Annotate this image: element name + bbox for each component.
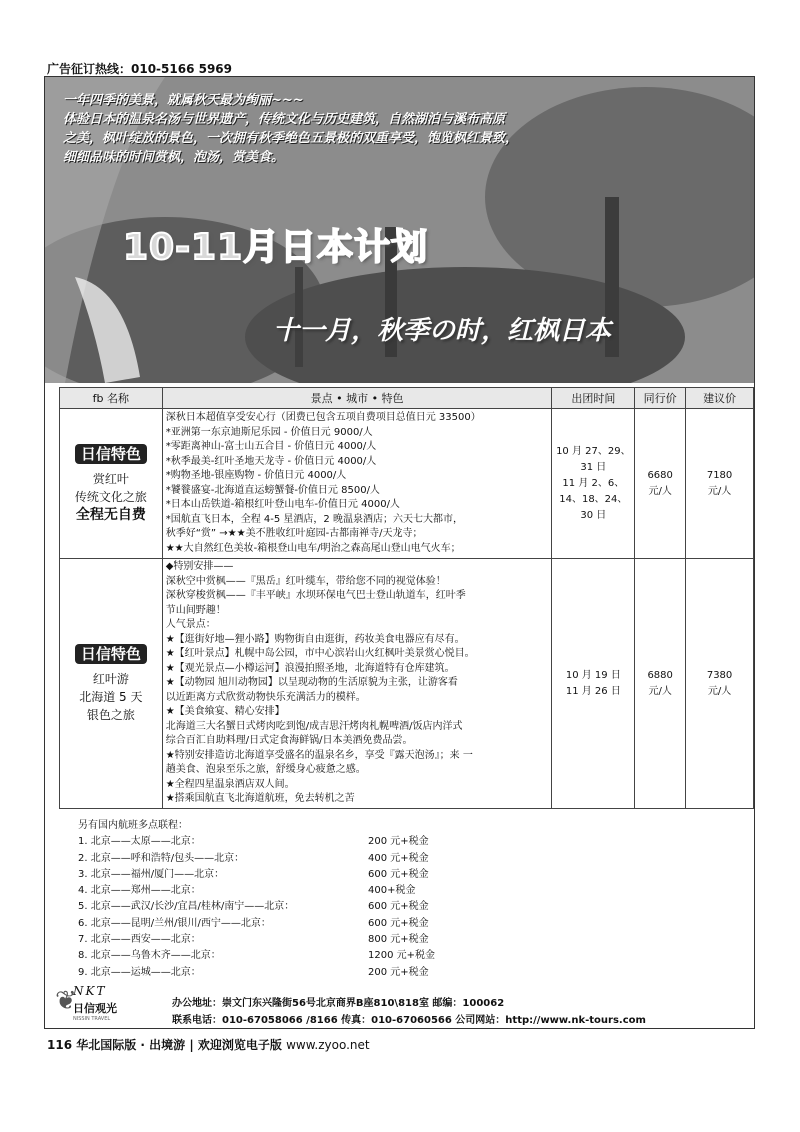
feature-line: *国航直飞日本，全程 4-5 星酒店，2 晚温泉酒店；六天七大都市， bbox=[165, 513, 463, 525]
list-item: 3. 北京——福州/厦门——北京： 600 元+税金 bbox=[78, 868, 429, 880]
feature-line: *零距离神山-富士山五合目 - 价值日元 4000/人 bbox=[165, 441, 377, 452]
feature-line: ★【美食飨宴、精心安排】 bbox=[165, 706, 285, 718]
tour-name-line: 红叶游 bbox=[92, 671, 129, 686]
feature-line: ◆特别安排—— bbox=[165, 561, 234, 573]
tour-name-line: 传统文化之旅 bbox=[74, 489, 147, 504]
table-row bbox=[60, 409, 754, 559]
header-features: 景点 • 城市 • 特色 bbox=[162, 388, 552, 409]
site-link[interactable]: www.zyoo.net bbox=[286, 1038, 370, 1052]
features-cell bbox=[162, 409, 552, 559]
features-cell bbox=[162, 559, 552, 809]
list-item: 2. 北京——呼和浩特/包头——北京： 400 元+税金 bbox=[78, 852, 429, 864]
feature-line: ★特别安排造访北海道享受盛名的温泉名乡，享受『露天泡汤』；来 一 bbox=[165, 749, 473, 761]
banner-title: 10-11月日本计划 bbox=[123, 227, 429, 268]
feature-badge: 日信特色 bbox=[75, 444, 147, 464]
peer-price-cell: 6680 元/人 bbox=[635, 409, 686, 559]
company-address: 办公地址：崇文门东兴隆街56号北京商界B座810\818室 邮编：100062 bbox=[172, 998, 505, 1009]
feature-line: 以近距离方式欣赏动物快乐充满活力的模样。 bbox=[165, 691, 366, 703]
feature-line: 综合百汇自助料理/日式定食海鲜锅/日本美酒免费品尝。 bbox=[165, 735, 413, 747]
list-item: 8. 北京——乌鲁木齐——北京： 1200 元+税金 bbox=[78, 950, 436, 962]
feature-line: *秋季最美-红叶圣地天龙寺 - 价值日元 4000/人 bbox=[165, 455, 377, 467]
company-logo: ❦ NKT 日信观光 NISSIN TRAVEL bbox=[55, 984, 117, 1022]
list-item: 4. 北京——郑州——北京： 400+税金 bbox=[78, 885, 416, 897]
header-suggest-price: 建议价 bbox=[686, 388, 754, 409]
feature-line: *日本山岳铁道-箱根红叶登山电车-价值日元 4000/人 bbox=[165, 499, 400, 510]
feature-line: 秋季好“赏” →★★美不胜收红叶庭园-古都南禅寺/天龙寺； bbox=[165, 528, 423, 539]
suggest-price-cell: 7380 元/人 bbox=[686, 559, 754, 809]
table-row bbox=[60, 559, 754, 809]
list-item: 9. 北京——运城——北京： 200 元+税金 bbox=[78, 966, 429, 978]
feature-line: ★【观光景点—小樽运河】浪漫拍照圣地，北海道特有仓库建筑。 bbox=[165, 662, 455, 674]
table-header-row bbox=[60, 388, 754, 409]
feature-line: *购物圣地-银座购物 - 价值日元 4000/人 bbox=[165, 470, 347, 481]
feature-line: 北海道三大名蟹日式烤肉吃到饱/成吉思汗烤肉札幌啤酒/饭店内洋式 bbox=[165, 720, 463, 732]
feature-badge: 日信特色 bbox=[75, 644, 147, 664]
hero-banner bbox=[45, 77, 754, 383]
feature-line: *饕餮盛宴-北海道直运螃蟹餐-价值日元 8500/人 bbox=[165, 484, 380, 496]
tour-name-line: 北海道 5 天 bbox=[79, 689, 143, 704]
feature-line: 节山间野趣！ bbox=[165, 604, 226, 616]
feature-line: ★【逛街好地—狸小路】购物街自由逛街，药妆美食电器应有尽有。 bbox=[165, 633, 465, 645]
feature-line: ★全程四星温泉酒店双人间。 bbox=[165, 778, 295, 790]
banner-subtitle: 十一月，秋季の时，红枫日本 bbox=[273, 316, 612, 346]
feature-line: ★【红叶景点】札幌中岛公园，市中心滨岩山火红枫叶美景赏心悦目。 bbox=[165, 648, 475, 660]
feature-line: 趟美食、泡泉至乐之旅，舒缓身心疲惫之感。 bbox=[165, 764, 366, 776]
feature-line: ★★大自然红色美妆-箱根登山电车/明治之森高尾山登山电气火车； bbox=[165, 542, 461, 554]
peer-price-cell: 6880 元/人 bbox=[635, 559, 686, 809]
dates-cell: 10 月 27、29、 31 日 11 月 2、6、 14、18、24、 30 日 bbox=[552, 409, 635, 559]
feature-line: 深秋空中赏枫——『黒岳』红叶缆车，带给您不同的视觉体验！ bbox=[165, 575, 446, 587]
list-item: 5. 北京——武汉/长沙/宜昌/桂林/南宁——北京： 600 元+税金 bbox=[78, 901, 429, 913]
header-peer-price: 同行价 bbox=[635, 388, 686, 409]
banner-copy: 一年四季的美景，就属秋天最为绚丽~~~ 体验日本的温泉名汤与世界遗产，传统文化与历史建筑，自然湖泊与溪布高原 之美，枫叶绽放的景色，一次拥有秋季绝色五景极的双重享受，饱览枫红景致， 细细品味的时间赏枫，泡汤，赏美食。 bbox=[63, 93, 519, 165]
header-name: fb 名称 bbox=[60, 388, 163, 409]
feature-line: 深秋日本超值享受安心行（团费已包含五项自费项目总值日元 33500） bbox=[165, 412, 481, 423]
list-item: 1. 北京——太原——北京： 200 元+税金 bbox=[78, 836, 429, 848]
feature-line: 深秋穿梭赏枫——『丰平峡』水坝环保电气巴士登山轨道车，红叶季 bbox=[165, 590, 466, 602]
tour-name-cell bbox=[60, 559, 163, 809]
header-dates: 出团时间 bbox=[552, 388, 635, 409]
ad-hotline: 广告征订热线：010-5166 5969 bbox=[47, 62, 233, 76]
connections-intro: 另有国内航班多点联程： bbox=[78, 820, 188, 831]
dates-cell: 10 月 19 日 11 月 26 日 bbox=[552, 559, 635, 809]
page-footer: 116 华北国际版 · 出境游 | 欢迎浏览电子版 www.zyoo.net bbox=[47, 1038, 370, 1052]
feature-line: 人气景点： bbox=[165, 619, 216, 631]
tour-name-cell bbox=[60, 409, 163, 559]
domestic-connections bbox=[78, 818, 435, 981]
feature-line: ★搭乘国航直飞北海道航班，免去转机之苦 bbox=[165, 793, 355, 805]
tour-table bbox=[59, 387, 754, 809]
list-item: 6. 北京——昆明/兰州/银川/西宁——北京： 600 元+税金 bbox=[78, 917, 429, 929]
logo-icon: ❦ bbox=[55, 986, 77, 1016]
tour-name-line: 赏红叶 bbox=[92, 471, 129, 486]
feature-line: *亚洲第一东京迪斯尼乐园 - 价值日元 9000/人 bbox=[165, 426, 373, 438]
tour-name-highlight: 全程无自费 bbox=[75, 506, 146, 523]
company-footer bbox=[45, 980, 754, 1028]
list-item: 7. 北京——西安——北京： 800 元+税金 bbox=[78, 934, 429, 946]
feature-line: ★【动物园 旭川动物园】以呈现动物的生活原貌为主张，让游客看 bbox=[165, 677, 458, 689]
tour-name-line: 银色之旅 bbox=[86, 707, 135, 722]
company-contact: 联系电话：010-67058066 /8166 传真：010-67060566 公司网站：http://www.nk-tours.com bbox=[172, 1015, 646, 1026]
suggest-price-cell: 7180 元/人 bbox=[686, 409, 754, 559]
